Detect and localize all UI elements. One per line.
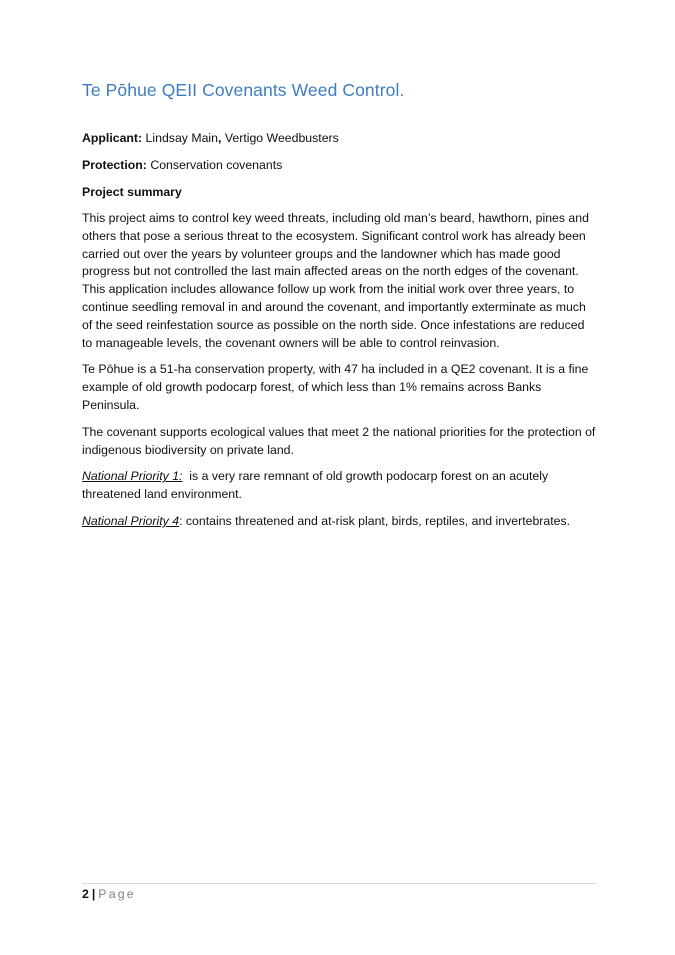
- protection-line: [82, 156, 597, 174]
- page-title: Te Pōhue QEII Covenants Weed Control.: [82, 80, 405, 100]
- page-content: [82, 80, 597, 540]
- national-priority-4-text: : contains threatened and at-risk plant, birds, reptiles, and invertebrates.: [179, 513, 571, 528]
- page-word: Page: [98, 887, 136, 901]
- footer-separator: |: [91, 887, 96, 901]
- national-priority-1-label: National Priority 1:: [82, 469, 183, 484]
- national-priority-1-text: is a very rare remnant of old growth podocarp forest on an acutely threatened land environment.: [82, 469, 552, 502]
- applicant-name: Lindsay Main: [145, 131, 219, 145]
- summary-paragraph-1: This project aims to control key weed threats, including old man’s beard, hawthorn, pines and others that pose a serious threat to the ecosystem. Significant control work has already been carried out over the years by volunteer groups and the landowner which has made good progress but not controlled the last main affected areas on the north edges of the covenant. This application includes allowance follow up work from the initial work over three years, to continue seedling removal in and around the covenant, and importantly exterminate as much of the seed reinfestation source as possible on the north side. Once infestations are reduced to manageable levels, the covenant owners will be able to control reinvasion.: [82, 211, 589, 350]
- protection-value: Conservation covenants: [150, 158, 283, 172]
- page-footer: [82, 886, 136, 902]
- applicant-separator: ,: [218, 131, 222, 145]
- applicant-line: [82, 129, 597, 147]
- summary-paragraph-2: Te Pōhue is a 51-ha conservation property, with 47 ha included in a QE2 covenant. It is a fine example of old growth podocarp forest, of which less than 1% remains across Banks Peninsula.: [82, 362, 589, 412]
- national-priority-1: [82, 468, 597, 504]
- footer-divider: [82, 883, 597, 884]
- national-priority-4-label: National Priority 4: [82, 513, 180, 528]
- applicant-org: Vertigo Weedbusters: [224, 131, 339, 145]
- national-priority-4: [82, 513, 597, 531]
- summary-paragraph-3: The covenant supports ecological values that meet 2 the national priorities for the protection of indigenous biodiversity on private land.: [82, 424, 596, 457]
- summary-heading: Project summary: [82, 185, 182, 199]
- applicant-label: Applicant:: [82, 131, 143, 145]
- page-number: 2: [82, 887, 89, 901]
- protection-label: Protection:: [82, 158, 147, 172]
